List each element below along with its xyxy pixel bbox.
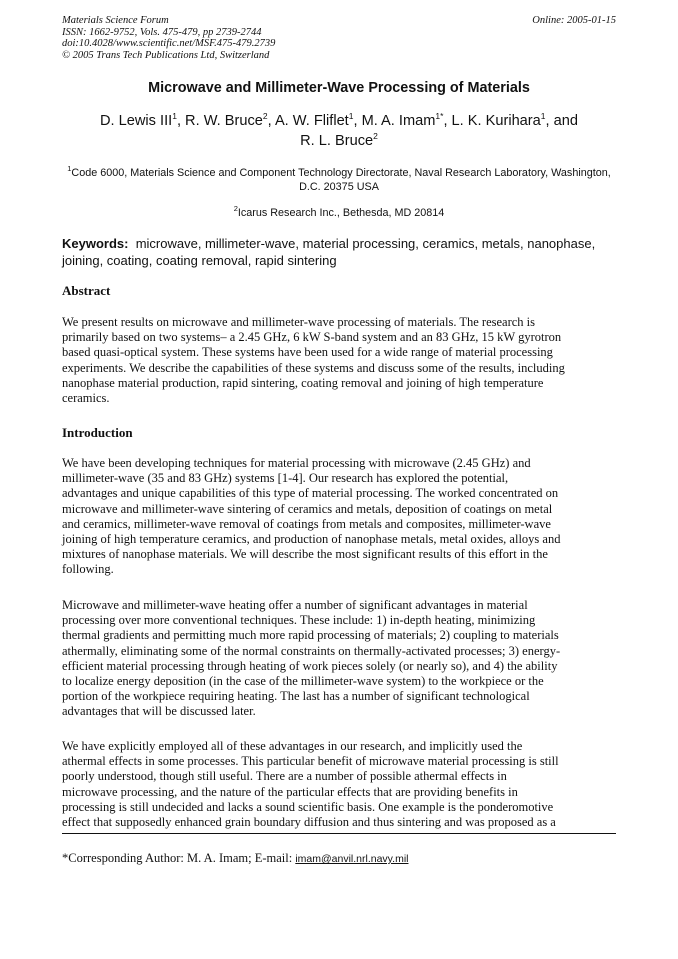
text-line: We have been developing techniques for material processing with microwave (2.45 GHz) and xyxy=(62,456,531,470)
intro-paragraph-1 xyxy=(62,456,616,578)
text-line: poorly understood, though still useful. There are a number of possible athermal effects in xyxy=(62,769,507,784)
text-line: microwave and millimeter-wave sintering of ceramics and metals, deposition of coatings on metal xyxy=(62,501,553,516)
keywords xyxy=(62,236,616,269)
author-name: R. L. Bruce xyxy=(300,132,374,149)
text-line: We have explicitly employed all of these advantages in our research, and implicitly used the xyxy=(62,739,523,753)
journal-doi: doi:10.4028/www.scientific.net/MSF.475-479.2739 xyxy=(62,38,276,50)
online-date: Online: 2005-01-15 xyxy=(532,15,616,26)
author-separator: , xyxy=(353,113,362,129)
text-line: experiments. We describe the capabilities of these systems and discuss some of the results, including xyxy=(62,360,565,375)
text-line: based quasi-optical system. These systems have been used for a wide range of material processing xyxy=(62,345,553,360)
author-affiliation-mark: 1 xyxy=(172,111,177,121)
text-line: and ceramics, millimeter-wave removal of coatings from metals and composites, millimeter-wave xyxy=(62,516,551,531)
text-line: advantages and unique capabilities of this type of material processing. The worked concentrated on xyxy=(62,486,559,501)
text-line: processing over more conventional techniques. These include: 1) in-depth heating, minimizing xyxy=(62,613,536,628)
text-line: nanophase material production, rapid sintering, coating removal and joining of high temperature xyxy=(62,375,544,390)
affiliation-text: Code 6000, Materials Science and Component Technology Directorate, Naval Research Laboratory, Washington, D.C. 20375 USA xyxy=(71,167,611,193)
text-line: following. xyxy=(62,562,114,577)
author-name: A. W. Fliflet xyxy=(274,113,349,129)
footnote-text: *Corresponding Author: M. A. Imam; E-mail: xyxy=(62,851,296,865)
author-affiliation-mark: 1 xyxy=(540,111,546,121)
author-name: R. W. Bruce xyxy=(185,113,263,129)
text-line: Microwave and millimeter-wave heating offer a number of significant advantages in material xyxy=(62,598,528,612)
affiliation-1 xyxy=(62,166,616,194)
abstract-heading: Abstract xyxy=(62,283,111,298)
author-affiliation-mark: 1 xyxy=(348,111,354,121)
footnote-divider xyxy=(62,833,616,834)
abstract-paragraph xyxy=(62,315,616,406)
author-affiliation-mark: 2 xyxy=(262,111,268,121)
author-affiliation-mark: 2 xyxy=(373,130,378,141)
text-line: effect that supposedly enhanced grain boundary diffusion and thus sintering and was proposed as a xyxy=(62,815,556,830)
text-line: athermal effects in some processes. This particular benefit of microwave material processing is still xyxy=(62,754,559,769)
paper-title: Microwave and Millimeter-Wave Processing of Materials xyxy=(148,80,530,96)
intro-paragraph-2 xyxy=(62,598,616,720)
author-list xyxy=(62,112,616,151)
text-line: joining of high temperature ceramics, and production of nanophase metals, metal oxides, alloys and xyxy=(62,532,561,547)
affiliation-mark: 1 xyxy=(67,164,72,173)
author-separator: , and xyxy=(545,113,578,129)
text-line: to localize energy deposition (in the case of the millimeter-wave system) to the workpiece or the xyxy=(62,674,544,689)
text-line: We present results on microwave and millimeter-wave processing of materials. The research is xyxy=(62,315,535,329)
text-line: primarily based on two systems– a 2.45 GHz, 6 kW S-band system and an 83 GHz, 15 kW gyrotron xyxy=(62,330,562,345)
text-line: millimeter-wave (35 and 83 GHz) systems [1-4]. Our research has explored the potential, xyxy=(62,471,509,486)
author-separator: , xyxy=(176,113,186,129)
footnote xyxy=(62,851,616,866)
text-line: athermally, eliminating some of the normal constraints on thermally-activated processes; 3) energy- xyxy=(62,643,561,658)
author-affiliation-mark: 1* xyxy=(435,111,444,121)
author-name: M. A. Imam xyxy=(361,113,436,129)
text-line: mixtures of nanophase materials. We will describe the most significant results of this effort in the xyxy=(62,547,548,562)
affiliation-mark: 2 xyxy=(233,204,238,213)
text-line: processing is still undecided and lacks a sound scientific basis. One example is the ponderomotive xyxy=(62,799,554,814)
keywords-text: microwave, millimeter-wave, material processing, ceramics, metals, nanophase, joining, coating, coating removal, rapid sintering xyxy=(62,236,596,268)
text-line: efficient material processing through heating of work pieces solely (or nearly so), and 4) the ability xyxy=(62,658,558,673)
affiliation-text: Icarus Research Inc., Bethesda, MD 20814 xyxy=(237,207,445,219)
text-line: ceramics. xyxy=(62,391,110,406)
introduction-heading: Introduction xyxy=(62,425,133,440)
text-line: microwave processing, and the nature of the particular effects that are providing benefits in xyxy=(62,784,518,799)
email-link[interactable]: imam@anvil.nrl.navy.mil xyxy=(295,853,409,865)
author-name: L. K. Kurihara xyxy=(451,113,541,129)
journal-issn: ISSN: 1662-9752, Vols. 475-479, pp 2739-2744 xyxy=(62,26,262,38)
author-separator: , xyxy=(443,113,452,129)
author-name: D. Lewis III xyxy=(100,113,173,129)
keywords-label: Keywords: xyxy=(62,236,129,251)
author-separator: , xyxy=(267,113,275,129)
journal-name: Materials Science Forum xyxy=(62,15,169,26)
text-line: portion of the workpiece requiring heating. The last has a number of significant technological xyxy=(62,689,530,704)
text-line: advantages that will be discussed later. xyxy=(62,704,256,719)
journal-copyright: © 2005 Trans Tech Publications Ltd, Switzerland xyxy=(62,49,270,61)
text-line: thermal gradients and permitting much more rapid processing of materials; 2) coupling to materials xyxy=(62,628,559,643)
intro-paragraph-3 xyxy=(62,739,616,830)
journal-header xyxy=(62,15,616,61)
affiliation-2 xyxy=(62,206,616,220)
